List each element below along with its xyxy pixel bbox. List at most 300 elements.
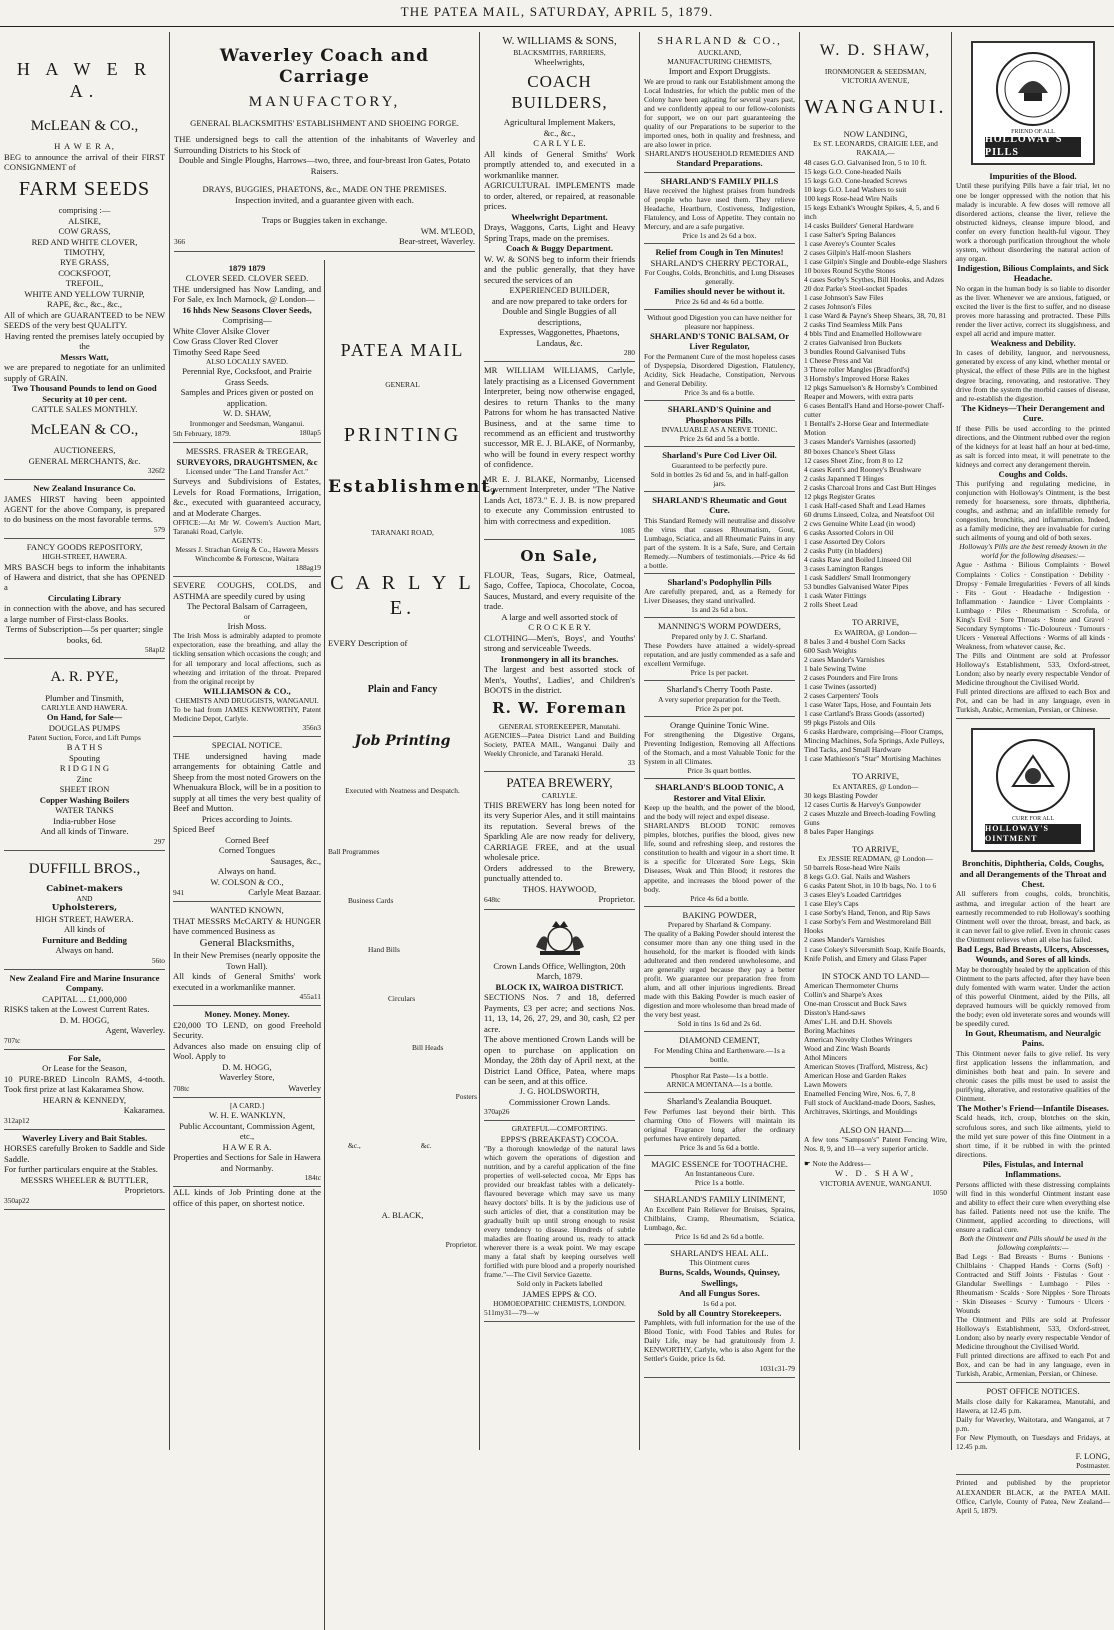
stock-item: Wood and Zinc Wash Boards xyxy=(804,1044,891,1054)
williams: W. WILLIAMS & SONS, xyxy=(502,35,617,47)
lease: Or Lease for the Season, xyxy=(42,1063,127,1074)
upholsterers: Upholsterers, xyxy=(51,903,118,914)
shaw: W. D. SHAW, xyxy=(222,408,272,419)
quinine-wine: Orange Quinine Tonic Wine. xyxy=(670,719,769,730)
accountant: Public Accountant, Commission Agent, etc., xyxy=(179,1120,315,1142)
traps: Traps or Buggies taken in exchange. xyxy=(261,215,388,226)
for-sale-ad xyxy=(4,1050,165,1130)
library-text: in connection with the above, and has secured a large number of First-class Books. xyxy=(4,603,165,624)
patent: Patent Suction, Force, and Lift Pumps xyxy=(28,733,141,743)
worm-by: Prepared only by J. C. Sharland. xyxy=(671,631,768,641)
worm-price: Price 1s per packet. xyxy=(690,668,749,678)
wanted: WANTED KNOWN, xyxy=(210,905,284,916)
mclean-place: H A W E R A, xyxy=(54,141,115,152)
stock-item: One-man Crosscut and Buck Saws xyxy=(804,999,907,1009)
family-price: Price 1s and 2s 6d a box. xyxy=(682,231,757,241)
stock-item: 1 case Eley's Caps xyxy=(804,899,859,909)
manufactory: MANUFACTORY, xyxy=(248,94,401,111)
impurities-text: Until these purifying Pills have a fair trial, let no one be longer oppressed with the notion that his malady is incurable. A few doses will remove all disordered actions, cleanse the liver, relieve the obstructed kidneys, cleanse impure blood, and confer on every function health-ful vigour. They work a thorough purification throughout the whole system, without disordering the natural action of any organ. xyxy=(956,181,1110,263)
stock-item: 3 cases Lamington Ranges xyxy=(804,563,884,573)
sections: SECTIONS Nos. 7 and 18, deferred Payments, £3 per acre; and sections Nos. 11, 13, 14, 26, 27, 29, and 30, cash, £2 per acre. xyxy=(484,992,635,1034)
post-office-ad xyxy=(956,1383,1110,1475)
stock-item: 1 case Twines (assorted) xyxy=(804,681,877,691)
colson-row: 941 Carlyle Meat Bazaar. xyxy=(173,887,321,897)
lend: £20,000 TO LEND, on good Freehold Security. xyxy=(173,1019,321,1041)
stock-item: 10 kegs G.O. Lead Washers to suit xyxy=(804,184,907,194)
spiced: Spiced Beef xyxy=(173,824,215,835)
stock-item: 2 cases Johnson's Files xyxy=(804,302,872,312)
column-4 xyxy=(640,32,800,1450)
open: The above mentioned Crown Lands will be open to purchase on application on Monday, the 28th day of April next, at the District Land Office, Patea, where maps can be seen, and at this office. xyxy=(484,1034,635,1086)
complaints: Bad Legs · Bad Breasts · Burns · Bunions · Chilblains · Chapped Hands · Corns (Soft) · Contracted and Stiff Joints · Fistulas · Gout · Glandular Swellings · Lumbago · Piles · Rheumatism · Scalds · Sore Nipples · Sore Throats · Skin Diseases · Scurvy · Tumours · Ulcers · Wounds xyxy=(956,1251,1110,1316)
landing: NOW LANDING, xyxy=(843,128,908,139)
ref: 1085 xyxy=(620,526,635,536)
baking-by: Prepared by Sharland & Company. xyxy=(667,920,772,930)
tonic-text: For the Permanent Cure of the most hopeless cases of Dyspepsia, Disordered Digestion, Flatulency, Acidity, Sick Headache, Constipation, Nervous and General Debility. xyxy=(644,351,795,389)
bouquet-price: Price 3s and 5s 6d a bottle. xyxy=(679,1142,760,1152)
all-kinds: All kinds of xyxy=(63,924,106,935)
blood-text-2: SHARLAND'S BLOOD TONIC removes pimples, blotches, purifies the blood, gives new life, sound and refreshing sleep, and restores the constitution to health and vigour in a short time. It is a specific for Ulcerated Sore Legs, Skin Diseases, Weak and Thin Blood; it restores the appetite, and increases the blood power of the body. xyxy=(644,821,795,894)
avenue: VICTORIA AVENUE, xyxy=(841,75,910,85)
carlyle: C A R L Y L E. xyxy=(330,572,475,619)
wheeler: MESSRS WHEELER & BUTTLER, xyxy=(20,1174,149,1185)
tongues: Corned Tongues xyxy=(218,845,276,856)
mclean-name-2: McLEAN & CO., xyxy=(30,421,139,438)
advances: Advances also made on ensuing clip of Wool. Apply to xyxy=(173,1040,321,1062)
stock-list-2 xyxy=(804,637,947,763)
ref: 188ag19 xyxy=(295,563,321,573)
diamond-text: For Mending China and Earthenware.—1s a bottle. xyxy=(654,1045,785,1064)
etc: &c., &c., xyxy=(543,127,576,138)
proprietor: Proprietor. xyxy=(445,1240,477,1250)
cabinet: Cabinet-makers xyxy=(46,883,123,894)
duffill-ad xyxy=(4,851,165,970)
hhds: 16 hhds New Seasons Clover Seeds, xyxy=(182,304,312,315)
stock-item: 8 bales Paper Hangings xyxy=(804,826,874,836)
boots: The largest and best assorted stock of Men's, Youths', Ladies', and Children's BOOTS in the district. xyxy=(484,664,635,695)
drays: Drays, Waggons, Carts, Light and Heavy Spring Traps, made on the premises. xyxy=(484,222,635,243)
clover-item: Cow Grass Clover Red Clover xyxy=(173,336,279,347)
stock-item: American Novelty Clothes Wringers xyxy=(804,1035,913,1045)
fencing: A few tons "Sampson's" Patent Fencing Wire, Nos. 8, 9, and 10—a very superior article. xyxy=(804,1135,947,1154)
stock-list-5 xyxy=(804,981,947,1116)
cherry-price: Price 2s 6d and 4s 6d a bottle. xyxy=(675,296,764,306)
shaw: W. D. SHAW, xyxy=(819,42,932,59)
neatness: Executed with Neatness and Despatch. xyxy=(345,785,460,795)
seal-icon xyxy=(988,736,1078,816)
stock-item: Enamelled Fencing Wire, Nos. 6, 7, 8 xyxy=(804,1089,916,1099)
storekeeper: GENERAL STOREKEEPER, Manutahi. xyxy=(498,721,621,731)
stock-item: 1 Bentall's 2-Horse Gear and Intermediate Motion xyxy=(804,419,929,438)
card: [A CARD.] xyxy=(229,1101,265,1111)
stock-item: 2 cases Mander's Varnishes xyxy=(804,935,885,945)
stock-item: 1 cask Saddlers' Small Ironmongery xyxy=(804,572,911,582)
job: Job Printing xyxy=(354,732,451,749)
seed-item: TIMOTHY, xyxy=(64,246,105,257)
mclean-name: McLEAN & CO., xyxy=(30,117,139,134)
stock-item: 14 casks Builders' General Hardware xyxy=(804,220,914,230)
brewery-text: THIS BREWERY has long been noted for its very Superior Ales, and it still maintains its reputation. Several brews of the Sparkling Ale are now ready for delivery, CARRIAGE FREE, and at the usual wholesale price. xyxy=(484,799,635,863)
fraser: MESSRS. FRASER & TREGEAR, xyxy=(185,446,309,457)
stock-item: 12 pkgs Samuelson's & Hornsby's Combined Reaper and Mowers, with extra parts xyxy=(804,383,938,402)
ref: 326f2 xyxy=(147,466,165,475)
stock-item: 2 casks Japanned T Hinges xyxy=(804,473,884,483)
stock-item: 8 bales 3 and 4 bushel Corn Sacks xyxy=(804,636,906,646)
standard: Standard Preparations. xyxy=(676,158,763,169)
crown: Crown Lands Office, Wellington, 20th March, 1879. xyxy=(493,960,626,982)
weakness: Weakness and Debility. xyxy=(990,337,1076,348)
wheelwright-dept: Wheelwright Department. xyxy=(511,211,608,222)
high-st: HIGH STREET, HAWERA. xyxy=(35,913,134,924)
stock-list-4 xyxy=(804,863,947,962)
families: Families should never be without it. xyxy=(654,286,785,297)
wanklyn: W. H. E. WANKLYN, xyxy=(208,1110,286,1121)
stock-item: 99 pkgs Pistols and Oils xyxy=(804,717,876,727)
proud: We are proud to rank our Establishment among the Local Industries, for which the public men of the Colony have been agitating for several years past, and we confidently appeal to our fellow-colonists for support, we on our part guaranteeing the quality of our Preparations to be superior to the imported ones, both in quality and freshness, and are also lower in price. xyxy=(644,76,795,150)
impurities: Impurities of the Blood. xyxy=(989,171,1077,181)
bronchitis: Bronchitis, Diphtheria, Colds, Coughs, and all Derangements of the Throat and Chest. xyxy=(959,858,1107,889)
ref: 579 xyxy=(153,524,165,534)
mr-williams: MR WILLIAM WILLIAMS, Carlyle, lately practising as a Licensed Government Interpreter, being now otherwise engaged, desires to return Thanks to the many Patrons for whom he has transacted Native Business, and at the same time to recommend as an efficient and trustworthy successor, MR E. J. BLAKE, of Normanby, who will be found in every respect worthy of confidence. xyxy=(484,365,635,470)
properties: Properties and Sections for Sale in Hawera and Normanby. xyxy=(173,1152,321,1173)
stock-item: 3 cases Eley's Loaded Cartridges xyxy=(804,890,902,900)
imprint: Printed and published by the proprietor ALEXANDER BLACK, at the PATEA MAIL Office, Carlyle, County of Patea, New Zealand—April 5, 1879. xyxy=(956,1478,1110,1515)
long: F. LONG, xyxy=(1075,1450,1110,1461)
stock-item: Athol Mincers xyxy=(804,1053,847,1063)
waverley-coach-ad xyxy=(174,32,475,252)
basch-text: MRS BASCH begs to inform the inhabitants of Hawera and district, that she has OPENED a xyxy=(4,561,165,593)
ridging: R I D G I N G xyxy=(59,763,110,774)
stock-item: 1 case Gilpin's Single and Double-edge Slashers xyxy=(804,256,947,266)
ex-3: Ex ANTARES, @ London— xyxy=(832,781,919,791)
seed-item: RYE GRASS, xyxy=(60,257,109,268)
stock-item: 2 casks Tind Seamless Milk Pans xyxy=(804,320,903,330)
stock-item: 4 cases Kent's and Rooney's Brushware xyxy=(804,464,921,474)
stock-item: 2 cws Genuine White Lead (in wood) xyxy=(804,518,916,528)
black: A. BLACK, xyxy=(381,1209,424,1220)
money-row: 708tc Waverley xyxy=(173,1082,321,1093)
stock-item: 2 cases Carpenters' Tools xyxy=(804,690,879,700)
commissioner: Commissioner Crown Lands. xyxy=(509,1096,610,1107)
column-3 xyxy=(480,32,640,1450)
seal-text: CURE FOR ALL xyxy=(1011,816,1054,823)
nz-ins-heading: New Zealand Insurance Co. xyxy=(33,483,136,494)
cherry-paste: Sharland's Cherry Tooth Paste. xyxy=(666,684,773,695)
stock-item: 2 cases Gilpin's Half-moon Slashers xyxy=(804,247,911,257)
all-kinds: All kinds of General Smiths' Work promptly attended to, and executed in a workmanlike manner. xyxy=(484,148,635,180)
surveyors: SURVEYORS, DRAUGHTSMEN, &c xyxy=(176,456,318,467)
stock-item: 1 cask Half-cased Shaft and Lead Hames xyxy=(804,500,926,510)
stock-item: Collin's and Sharpe's Axes xyxy=(804,990,883,1000)
stock-item: 12 pkgs Register Grates xyxy=(804,491,875,501)
seed-item: RED AND WHITE CLOVER, xyxy=(31,236,138,247)
ointment-label: HOLLOWAY'S OINTMENT xyxy=(985,824,1081,844)
column-5 xyxy=(800,32,952,1450)
rheumatic-text: This Standard Remedy will neutralise and dissolve the virus that causes Rheumatism, Gout, Lumbago, Sciatica, and all Rheumatic Pains in any part of the system. It is a Safe, Sure, and Certain Remedy.—Numbers of testimonials.—Price 4s 6d a bottle. xyxy=(644,515,795,570)
legs-text: May be thoroughly healed by the application of this Ointment to the parts affected, after they have been duly fomented with warm water. Under the action of this powerful Ointment, aided by the Pills, all depraved humours will be quickly removed from the body; even old inveterate sores and wounds will be speedily cured. xyxy=(956,964,1110,1028)
arrive-3: TO ARRIVE, xyxy=(851,843,900,854)
legs: Bad Legs, Bad Breasts, Ulcers, Abscesses, Wounds, and Sores of all kinds. xyxy=(957,943,1109,965)
pye-name: A. R. PYE, xyxy=(50,669,119,686)
stock-item: 1 case Ward & Payne's Sheep Shears, 38, 70, 81 xyxy=(804,311,947,321)
stock-item: Ames' L.H. and D.H. Shovels xyxy=(804,1017,892,1027)
stock-item: 3 Hornsby's Improved Horse Rakes xyxy=(804,374,910,384)
worm: MANNING'S WORM POWDERS, xyxy=(658,621,781,632)
ref: 312ap12 xyxy=(4,1115,30,1125)
stock-item: 2 cases Muzzle and Breech-loading Fowling Guns xyxy=(804,808,936,827)
shaw-ad xyxy=(804,32,947,1201)
arrive-1: TO ARRIVE, xyxy=(851,617,900,628)
stock-item: 3 cases Mander's Varnishes (assorted) xyxy=(804,437,916,447)
surveys: Surveys and Subdivisions of Estates, Levels for Road Formations, Irrigation, &c., executed with guaranteed accuracy, and at Moderate Charges. xyxy=(173,476,321,518)
ref: 56to xyxy=(151,955,165,965)
prices: Prices according to Joints. xyxy=(201,813,293,824)
epps-text: "By a thorough knowledge of the natural laws which govern the operations of digestion and nutrition, and by a careful application of the fine properties of well-selected cocoa, Mr Epps has provided our breakfast tables with a delicately-flavoured beverage which may save us many heavy doctors' bills. It is by the judicious use of such articles of diet, that a constitution may be gradually built up until strong enough to resist every tendency to disease. Hundreds of subtle maladies are floating around us, ready to attack wherever there is a weak point. We may escape many a fatal shaft by keeping ourselves well fortified with pure blood and a properly nourished frame."—The Civil Service Gazette. xyxy=(484,1144,635,1280)
baths: B A T H S xyxy=(66,742,103,753)
hirst-text: JAMES HIRST having been appointed AGENT for the above Company, is prepared to do business on the most favorable terms. xyxy=(4,493,165,525)
ref: 280 xyxy=(623,348,635,358)
podo-price: 1s and 2s 6d a box. xyxy=(691,605,748,615)
posters: Posters xyxy=(455,1091,477,1101)
blood-text: Keep up the health, and the power of the blood, and the body will reject and expel disease. xyxy=(644,803,795,822)
household: SHARLAND'S HOUSEHOLD REMEDIES AND xyxy=(645,149,794,159)
foreman-ad xyxy=(484,540,635,772)
ex: Ex ST. LEONARDS, CRAIGIE LEE, and RAKAIA,— xyxy=(813,139,938,158)
stock-item: 4 casks Raw and Boiled Linseed Oil xyxy=(804,554,912,564)
chemists: CHEMISTS AND DRUGGISTS, WANGANUI. xyxy=(175,696,319,706)
seal-text: FRIEND OF ALL xyxy=(1011,129,1055,136)
royal-crest-icon xyxy=(530,917,590,957)
zinc: Zinc xyxy=(76,773,93,784)
coach: COACH BUILDERS, xyxy=(511,71,608,112)
special: SPECIAL NOTICE. xyxy=(211,740,283,751)
post-text-2: Daily for Waverley, Waitotara, and Wanganui, at 7 p.m. xyxy=(956,1414,1110,1433)
brewery-place: CARLYLE. xyxy=(541,790,578,800)
wine-text: For strengthening the Digestive Organs, Preventing Indigestion, Removing all Affections of the Stomach, and a most Valuable Tonic for the System in all Climates. xyxy=(644,730,795,767)
column-6 xyxy=(952,32,1114,1515)
carlyle: C A R L Y L E. xyxy=(533,138,586,149)
stock-item: 1 case Averey's Counter Scales xyxy=(804,238,896,248)
stock-item: 3 Three roller Mangles (Bradford's) xyxy=(804,365,910,375)
brewery-ad xyxy=(484,772,635,910)
baking-text: The quality of a Baking Powder should interest the consumer more than any one thing used in the household, for the market is flooded with kinds adulterated and then rendered unwholesome, and are generally urged because they pay a better profit. We guarantee our preparation free from alum, and all other injurious ingredients. Bread made with this Baking Powder is much easier of digestion and more wholesome than bread made of the very best yeast. xyxy=(644,929,795,1020)
saved: ALSO LOCALLY SAVED. xyxy=(206,357,288,367)
stock-item: Boring Machines xyxy=(804,1026,856,1036)
hogg-agent: Agent, Waverley. xyxy=(105,1025,165,1036)
seed-item: ALSIKE, xyxy=(68,215,101,226)
epps: EPPS'S (BREAKFAST) COCOA. xyxy=(500,1133,619,1144)
liniment: SHARLAND'S FAMILY LINIMENT, xyxy=(653,1194,786,1205)
heal-cures: Burns, Scalds, Wounds, Quinsey, Swellings, xyxy=(659,1267,780,1288)
money-ad xyxy=(173,1006,321,1098)
blood: SHARLAND'S BLOOD TONIC, A Restorer and Vital Elixir. xyxy=(655,782,784,803)
directions-2: Full printed directions are affixed to each Pot and Box, and can be had in any language, even in Turkish, Arabic, Armenian, Persian, or Chinese. xyxy=(956,1351,1110,1379)
arnica: ARNICA MONTANA—1s a bottle. xyxy=(666,1080,773,1090)
heal-text: This Ointment cures xyxy=(689,1258,750,1268)
and: AND xyxy=(76,894,93,904)
stock-item: 8 kegs G.O. Gal. Nails and Washers xyxy=(804,872,911,882)
stock-item: 600 Sash Weights xyxy=(804,645,857,655)
piles-text: Persons afflicted with these distressing complaints will find in this wonderful Ointment instant ease and ability to effect their cure when everything else has failed. Patients need not use the knife. The Ointment, applied according to directions, will ensure a radical cure. xyxy=(956,1179,1110,1234)
mclean-intro: BEG to announce the arrival of their FIRST CONSIGNMENT of xyxy=(4,151,165,173)
post-text-3: For New Plymouth, on Tuesdays and Fridays, at 12.45 p.m. xyxy=(956,1432,1110,1451)
column-1 xyxy=(0,32,170,1450)
etc-row: &c., &c. xyxy=(348,1140,432,1150)
ploughs: Double and Single Ploughs, Harrows—two, three, and four-breast Iron Gates, Potato Raisers. xyxy=(178,155,471,176)
arrive-2: TO ARRIVE, xyxy=(851,771,900,782)
ref: 366 Bear-street, Waverley. xyxy=(174,236,475,247)
proprietors: Proprietors. xyxy=(124,1185,165,1196)
crown-lands-ad xyxy=(484,910,635,1122)
moss: Irish Moss. xyxy=(227,620,267,631)
years: 1879 1879 xyxy=(228,263,266,273)
bouquet: Sharland's Zealandia Bouquet. xyxy=(667,1096,772,1107)
indigestion-text: No organ in the human body is so liable to disorder as the liver. Whenever we are anxious, fatigued, or excited the liver is the first to suffer, and no disease proves more harassing and protracted. These Pills render the liver active, correct its sluggishness, and expel all acrid and impure matter. xyxy=(956,283,1110,338)
or: or xyxy=(243,611,251,621)
stock-item: 1 case Johnson's Saw Files xyxy=(804,292,884,302)
stock-item: 12 cases Sheet Zinc, from 8 to 12 xyxy=(804,455,903,465)
stock-item: 6 casks Hardware, comprising—Floor Cramps, Mincing Machines, Sofa Springs, Axle Pulleys, Tind Tacks, and Small Hardware xyxy=(804,726,945,754)
gout-text: This Ointment never fails to give relief. Its very first application lessens the inflammation, and diminishes both heat and pain. In severe and chronic cases the pills must be used to assist the purifying, alterative, and restorative qualities of the Ointment. xyxy=(956,1048,1110,1103)
rat-paste: Phosphor Rat Paste—1s a bottle. xyxy=(670,1071,769,1081)
clover-list xyxy=(173,326,321,357)
pamphlets: Pamphlets, with full information for the use of the Blood Tonic, with Food Tables and Rules for Daily Life, may be had gratuitously from J. KENWORTHY, Carlyle, who is also Agent for the Settler's Guide, price 1s 6d. xyxy=(644,1318,795,1364)
comprising: comprising :— xyxy=(58,205,111,216)
patea-mail: PATEA MAIL xyxy=(340,340,465,360)
wheelwrights: Wheelwrights, xyxy=(534,57,585,68)
every: EVERY Description of xyxy=(328,637,408,648)
postmaster: Postmaster. xyxy=(1076,1461,1110,1471)
plain: Plain and Fancy xyxy=(367,684,438,696)
blood-price: Price 4s 6d a bottle. xyxy=(690,893,749,903)
paste-price: Price 2s per pot. xyxy=(695,703,744,713)
ironmongery: Ironmongery in all its branches. xyxy=(500,653,619,664)
stock-item: American Hose and Garden Rakes xyxy=(804,1071,907,1081)
pumps: DOUGLAS PUMPS xyxy=(48,722,121,733)
money: Money. Money. Money. xyxy=(204,1009,290,1020)
foreman: R. W. Foreman xyxy=(492,699,627,718)
brewery-orders: Orders addressed to the Brewery, punctually attended to. xyxy=(484,862,635,884)
stock-item: 15 kegs Exbank's Wrought Spikes, 4, 5, and 6 inch xyxy=(804,202,940,221)
weakness-text: In cases of debility, languor, and nervousness, generated by excess of any kind, whether mental or physical, the effect of these Pills are in the highest degree bracing, renovating, and restorative. They drive from the system the morbid causes of disease, and re-establish the digestion. xyxy=(956,348,1110,403)
stock-item: 1 case Cartland's Brass Goods (assorted) xyxy=(804,708,925,718)
stock-item: 3 bundles Round Galvanised Tubs xyxy=(804,347,906,357)
library: Circulating Library xyxy=(47,592,122,603)
interpreter-ad xyxy=(484,362,635,540)
heal: SHARLAND'S HEAL ALL. xyxy=(670,1247,769,1258)
liniment-price: Price 1s 6d and 2s 6d a bottle. xyxy=(675,1231,764,1241)
capital: CAPITAL ... £1,000,000 xyxy=(42,993,127,1004)
haywood: THOS. HAYWOOD, xyxy=(522,883,597,894)
stock-item: Lawn Mowers xyxy=(804,1080,847,1090)
in-stock: IN STOCK AND TO LAND— xyxy=(821,970,930,981)
trade: IRONMONGER & SEEDSMAN, xyxy=(824,66,927,76)
holloway-pills-emblem xyxy=(971,41,1095,165)
iron: SHEET IRON xyxy=(59,784,110,795)
stock-item: 1 case Sorby's Fern and Westmoreland Bill Hooks xyxy=(804,917,932,936)
diseases: Ague · Asthma · Bilious Complaints · Bowel Complaints · Colics · Constipation · Debility · Dropsy · Female Irregularities · Fevers of all kinds · Fits · Gout · Headache · Indigestion · Inflammation · Jaundice · Liver Complaints · Lumbago · Piles · Rheumatism · Scrofula, or King's Evil · Sore Throats · Stone and Gravel · Secondary Symptoms · Tic-Doloureux · Tumours · Ulcers · Venereal Affections · Worms of all kinds · Weakness, from whatever cause, &c. xyxy=(956,560,1110,651)
packets: Sold only in Packets labelled xyxy=(516,1279,603,1289)
samples: Samples and Prices given or posted on application. xyxy=(180,387,314,408)
williamson: WILLIAMSON & CO., xyxy=(203,685,291,696)
fancy-place: HIGH-STREET, HAWERA. xyxy=(42,552,127,562)
general: GENERAL xyxy=(385,379,420,389)
homoeopathic: HOMOEOPATHIC CHEMISTS, LONDON. xyxy=(493,1298,626,1308)
stock-item: 6 casks Assorted Colors in Oil xyxy=(804,527,894,537)
worm-text: These Powders have attained a widely-spread reputation, and are justly commended as a safe and excellent Vermifuge. xyxy=(644,640,795,669)
pye-trade: Plumber and Tinsmith, xyxy=(45,692,124,703)
cod-price: Sold in bottles 2s 6d and 5s, and in half-gallon jars. xyxy=(650,469,789,488)
perennial: Perennial Rye, Cocksfoot, and Prairie Grass Seeds. xyxy=(182,366,312,387)
quinine-text: INVALUABLE AS A NERVE TONIC. xyxy=(661,425,778,435)
ball: Ball Programmes xyxy=(328,846,380,856)
particulars: For further particulars enquire at the Stables. xyxy=(4,1164,158,1175)
stock-item: 2 cases Pounders and Fire Irons xyxy=(804,672,898,682)
hogg: D. M. HOGG, xyxy=(59,1014,110,1025)
hearn-place: Kakaramea. xyxy=(123,1105,165,1116)
hawera: H A W E R A. xyxy=(222,1141,272,1152)
paste-text: A very superior preparation for the Teeth. xyxy=(658,694,781,704)
rented: Having rented the premises lately occupied by the xyxy=(4,330,165,352)
diamond: DIAMOND CEMENT, xyxy=(679,1035,760,1046)
stock-item: 1 case Mathieson's "Star" Mortising Machines xyxy=(804,754,941,763)
subscription: Terms of Subscription—5s per quarter; single books, 6d. xyxy=(5,624,164,645)
bear-street: Bear-street, Waverley. xyxy=(399,236,475,247)
stock-item: 2 casks Charcoal Irons and Cast Butt Hinges xyxy=(804,482,936,492)
heal-price: 1s 6d a pot. xyxy=(702,1298,737,1308)
wanted-known-ad xyxy=(173,902,321,1006)
nz-fire-ad xyxy=(4,970,165,1050)
always: Always on hand. xyxy=(55,945,114,956)
stock-item: 20 doz Parke's Steel-socket Spades xyxy=(804,283,908,293)
general-blacksmiths: GENERAL BLACKSMITHS' ESTABLISHMENT AND SHOEING FORGE. xyxy=(190,117,459,128)
stock-item: 6 casks Patent Shot, in 10 lb bags, No. 1 to 6 xyxy=(804,881,937,891)
quinine-price: Price 2s 6d and 5s a bottle. xyxy=(679,434,760,444)
stock-item: 15 kegs G.O. Cone-headed Nails xyxy=(804,166,902,176)
cherry: SHARLAND'S CHERRY PECTORAL, xyxy=(650,257,789,268)
brewery: PATEA BREWERY, xyxy=(506,774,613,790)
stock-item: 2 crates Galvanised Iron Buckets xyxy=(804,338,902,348)
mclean-ad xyxy=(4,32,165,480)
import: Import and Export Druggists. xyxy=(668,66,771,77)
cod-text: Guaranteed to be perfectly pure. xyxy=(671,460,768,470)
baking: BAKING POWDER, xyxy=(682,909,757,920)
ref: 356n3 xyxy=(302,723,321,733)
sold-by: Sold by all Country Storekeepers. xyxy=(657,1307,782,1318)
without: Without good Digestion you can have neither for pleasure nor happiness. xyxy=(647,312,792,331)
kidneys: The Kidneys—Their Derangement and Cure. xyxy=(961,402,1105,424)
toothache: MAGIC ESSENCE for TOOTHACHE. xyxy=(651,1158,788,1169)
address: VICTORIA AVENUE, WANGANUI. xyxy=(819,1178,932,1188)
smiths-work: All kinds of General Smiths' work executed in a workmanlike manner. xyxy=(173,971,321,992)
wanklyn-ad xyxy=(173,1098,321,1187)
nz-insurance-ad xyxy=(4,480,165,539)
ref: 370ap26 xyxy=(484,1107,510,1117)
landing: THE undersigned has Now Landing, and For Sale, ex Inch Marnock, @ London— xyxy=(173,283,321,305)
sold: The Pills and Ointment are sold at Professor Holloway's Establishment, 533, Oxford-street, London; also by nearly every respectable Vendor of Medicine throughout the Civilised World. xyxy=(956,650,1110,687)
grateful: GRATEFUL—COMFORTING. xyxy=(511,1124,608,1134)
premises: In their New Premises (nearly opposite the Town Hall). xyxy=(173,950,321,971)
stock-item: 30 kegs Blasting Powder xyxy=(804,790,878,800)
spouting: Spouting xyxy=(68,752,101,763)
drays: DRAYS, BUGGIES, PHAETONS, &c., MADE ON THE PREMISES. xyxy=(202,184,447,195)
blake: MR E. J. BLAKE, Normanby, Licensed Government Interpreter, under "The Native Lands Act, 1873." E. J. B. is now prepared to execute any Commission entrusted to him with correctness and expedition. xyxy=(484,473,635,526)
seal-icon xyxy=(988,49,1078,129)
coughs-text: This purifying and regulating medicine, in conjunction with Holloway's Ointment, is the best remedy for hoarseness, sore throats, diphtheria, coughs, and asthma; and an infallible remedy for congestion, bronchitis, and inflammation. Indeed, as a family medicine, they are invaluable for curing such ailments of young and old of both sexes. xyxy=(956,479,1110,543)
cod: Sharland's Pure Cod Liver Oil. xyxy=(662,450,777,461)
stock-item: 60 drums Linseed, Colza, and Neatsfoot Oil xyxy=(804,509,935,519)
mcleod: WM. M'LEOD, xyxy=(420,225,475,236)
